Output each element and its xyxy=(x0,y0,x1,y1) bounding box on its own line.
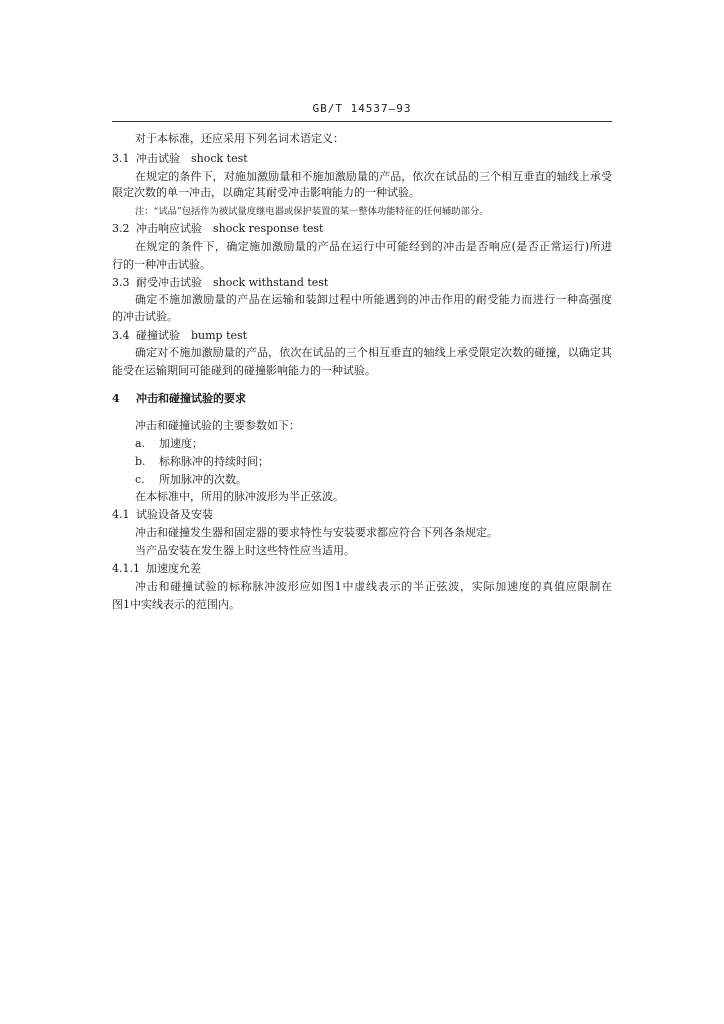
note-line: 注：“试品”包括作为被试量度继电器或保护装置的某一整体功能特征的任何辅助部分。 xyxy=(135,206,489,217)
section-3-1-heading xyxy=(112,152,612,166)
section-title: 加速度允差 xyxy=(146,562,201,575)
list-item xyxy=(135,437,612,451)
section-3-3-heading xyxy=(112,276,612,290)
body-line: 当产品安装在发生器上时这些特性应当适用。 xyxy=(135,544,355,557)
section-number: 4.1.1 xyxy=(112,562,140,575)
body-line: 确定不施加激励量的产品在运输和装卸过程中所能遇到的冲击作用的耐受能力而进行一种高强度 xyxy=(135,293,612,306)
body-line: 在本标准中，所用的脉冲波形为半正弦波。 xyxy=(135,490,344,503)
body-line: 冲击和碰撞试验的标称脉冲波形应如图1中虚线表示的半正弦波，实际加速度的真值应限制在 xyxy=(135,580,612,593)
list-item xyxy=(135,455,612,469)
list-item xyxy=(135,473,612,487)
list-marker: c. xyxy=(135,473,145,486)
body-line: 冲击和碰撞试验的主要参数如下： xyxy=(135,419,300,432)
section-title: 冲击试验 shock test xyxy=(136,152,248,165)
body-line: 确定对不施加激励量的产品，依次在试品的三个相互垂直的轴线上承受限定次数的碰撞，以确定其 xyxy=(135,346,612,359)
section-3-2-heading xyxy=(112,222,612,236)
body-line: 行的一种冲击试验。 xyxy=(112,258,211,271)
body-line: 能受在运输期间可能碰到的碰撞影响能力的一种试验。 xyxy=(112,364,376,377)
section-number: 3.2 xyxy=(112,222,130,235)
section-number: 4 xyxy=(112,392,120,405)
body-line: 在规定的条件下，确定施加激励量的产品在运行中可能经到的冲击是否响应(是否正常运行)所进 xyxy=(135,240,612,253)
section-number: 3.3 xyxy=(112,276,130,289)
body-line: 的冲击试验。 xyxy=(112,310,178,323)
section-number: 4.1 xyxy=(112,508,130,521)
section-title: 耐受冲击试验 shock withstand test xyxy=(136,276,329,289)
list-text: 加速度； xyxy=(159,437,203,450)
section-title: 冲击响应试验 shock response test xyxy=(136,222,324,235)
header-rule xyxy=(112,121,612,122)
section-number: 3.1 xyxy=(112,152,130,165)
list-text: 标称脉冲的持续时间； xyxy=(159,455,269,468)
section-title: 碰撞试验 bump test xyxy=(136,329,248,342)
section-title: 试验设备及安装 xyxy=(136,508,213,521)
body-line: 冲击和碰撞发生器和固定器的要求特性与安装要求都应符合下列各条规定。 xyxy=(135,526,498,539)
section-4-heading xyxy=(112,392,612,406)
body-line: 限定次数的单一冲击，以确定其耐受冲击影响能力的一种试验。 xyxy=(112,186,420,199)
body-line: 在规定的条件下，对施加激励量和不施加激励量的产品，依次在试品的三个相互垂直的轴线上承受 xyxy=(135,170,612,183)
section-title: 冲击和碰撞试验的要求 xyxy=(136,392,246,405)
section-number: 3.4 xyxy=(112,329,130,342)
section-4-1-heading xyxy=(112,508,612,522)
list-text: 所加脉冲的次数。 xyxy=(159,473,247,486)
list-marker: a. xyxy=(135,437,146,450)
intro-line: 对于本标准，还应采用下列名词术语定义： xyxy=(135,132,344,145)
section-4-1-1-heading xyxy=(112,562,612,576)
body-line: 图1中实线表示的范围内。 xyxy=(112,598,240,611)
page-header: GB/T 14537—93 xyxy=(312,102,412,115)
section-3-4-heading xyxy=(112,329,612,343)
list-marker: b. xyxy=(135,455,146,468)
